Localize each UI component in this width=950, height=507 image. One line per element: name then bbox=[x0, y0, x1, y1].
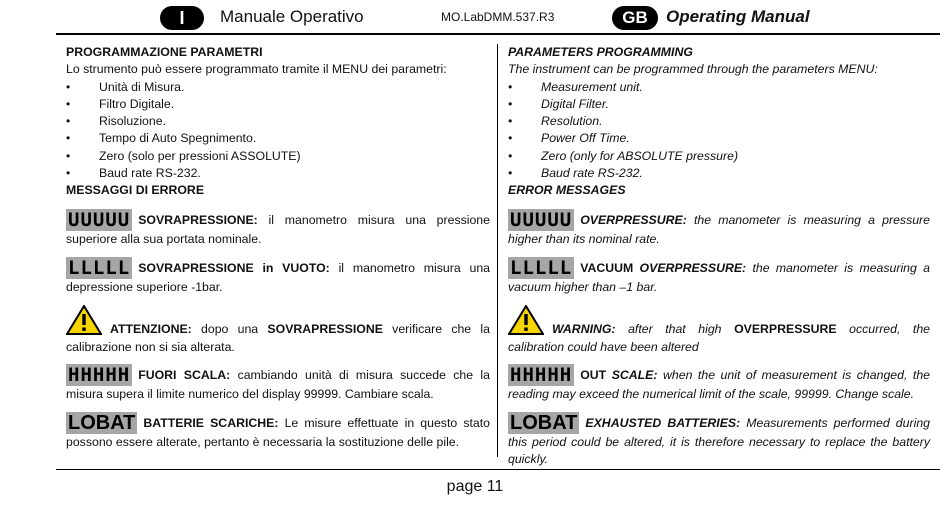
list-item: • Digital Filter. bbox=[508, 96, 930, 113]
list-item: • Filtro Digitale. bbox=[66, 96, 490, 113]
error-code-hhhhh: HHHHH bbox=[68, 363, 131, 386]
list-item: • Unità di Misura. bbox=[66, 79, 490, 96]
en-programming-title: PARAMETERS PROGRAMMING bbox=[508, 45, 693, 59]
italian-flag-badge: I bbox=[160, 6, 204, 30]
document-code: MO.LabDMM.537.R3 bbox=[441, 10, 555, 24]
warning-icon bbox=[508, 305, 544, 335]
en-errors-title: ERROR MESSAGES bbox=[508, 183, 626, 198]
english-column bbox=[508, 44, 930, 469]
english-manual-title: Operating Manual bbox=[666, 7, 810, 26]
footer-divider bbox=[56, 469, 940, 470]
italian-column bbox=[66, 44, 490, 451]
en-programming-intro: The instrument can be programmed through the parameters MENU: bbox=[508, 62, 878, 77]
it-error-overpressure: UUUUU SOVRAPRESSIONE: il manometro misura una pressione superiore alla sua portata nominale. bbox=[66, 208, 490, 246]
en-error-lobat: LOBAT EXHAUSTED BATTERIES: Measurements performed during this period could be altered, it is therefore necessary to replace the battery quickly. bbox=[508, 412, 930, 467]
it-warning: ATTENZIONE: dopo una SOVRAPRESSIONE verificare che la calibrazione non si sia alterata. bbox=[66, 305, 490, 356]
it-programming-title: PROGRAMMAZIONE PARAMETRI bbox=[66, 45, 263, 59]
error-code-lllll: LLLLL bbox=[68, 256, 131, 279]
list-item: • Baud rate RS-232. bbox=[66, 165, 490, 182]
page-number: page 11 bbox=[446, 478, 504, 495]
en-error-vacuum: LLLLL VACUUM OVERPRESSURE: the manometer is measuring a vacuum higher than –1 bar. bbox=[508, 256, 930, 294]
error-code-lobat: LOBAT bbox=[510, 412, 578, 435]
en-error-out-of-scale: HHHHH OUT SCALE: when the unit of measurement is changed, the reading may exceed the numerical limit of the scale, 99999. Change scale. bbox=[508, 363, 930, 401]
error-code-hhhhh: HHHHH bbox=[510, 363, 573, 386]
it-error-vacuum: LLLLL SOVRAPRESSIONE in VUOTO: il manometro misura una depressione superiore -1bar. bbox=[66, 256, 490, 294]
error-code-lllll: LLLLL bbox=[510, 256, 573, 279]
error-code-uuuuu: UUUUU bbox=[510, 208, 573, 231]
warning-icon bbox=[66, 305, 102, 335]
it-error-out-of-scale: HHHHH FUORI SCALA: cambiando unità di misura succede che la misura supera il limite numerico del display 99999. Cambiare scala. bbox=[66, 363, 490, 401]
it-error-lobat: LOBAT BATTERIE SCARICHE: Le misure effettuate in questo stato possono essere alterate, pertanto è necessaria la sostituzione delle pile. bbox=[66, 412, 491, 450]
error-code-uuuuu: UUUUU bbox=[68, 208, 131, 231]
en-parameter-list bbox=[508, 79, 930, 183]
list-item: • Risoluzione. bbox=[66, 113, 490, 130]
it-errors-title: MESSAGGI DI ERRORE bbox=[66, 183, 205, 198]
column-divider bbox=[497, 44, 498, 457]
english-flag-badge: GB bbox=[612, 6, 658, 30]
it-parameter-list bbox=[66, 79, 490, 183]
list-item: • Tempo di Auto Spegnimento. bbox=[66, 130, 490, 147]
list-item: • Power Off Time. bbox=[508, 130, 930, 147]
page-header bbox=[0, 0, 950, 34]
it-programming-intro: Lo strumento può essere programmato tramite il MENU dei parametri: bbox=[66, 62, 447, 77]
italian-manual-title: Manuale Operativo bbox=[220, 7, 364, 26]
en-warning: WARNING: after that high OVERPRESSURE occurred, the calibration could have been altered bbox=[508, 305, 930, 356]
list-item: • Baud rate RS-232. bbox=[508, 165, 930, 182]
list-item: • Measurement unit. bbox=[508, 79, 930, 96]
list-item: • Resolution. bbox=[508, 113, 930, 130]
en-error-overpressure: UUUUU OVERPRESSURE: the manometer is measuring a pressure higher than its nominal rate. bbox=[508, 208, 930, 246]
list-item: • Zero (only for ABSOLUTE pressure) bbox=[508, 148, 930, 165]
header-divider bbox=[56, 33, 940, 35]
error-code-lobat: LOBAT bbox=[68, 412, 136, 435]
list-item: • Zero (solo per pressioni ASSOLUTE) bbox=[66, 148, 490, 165]
